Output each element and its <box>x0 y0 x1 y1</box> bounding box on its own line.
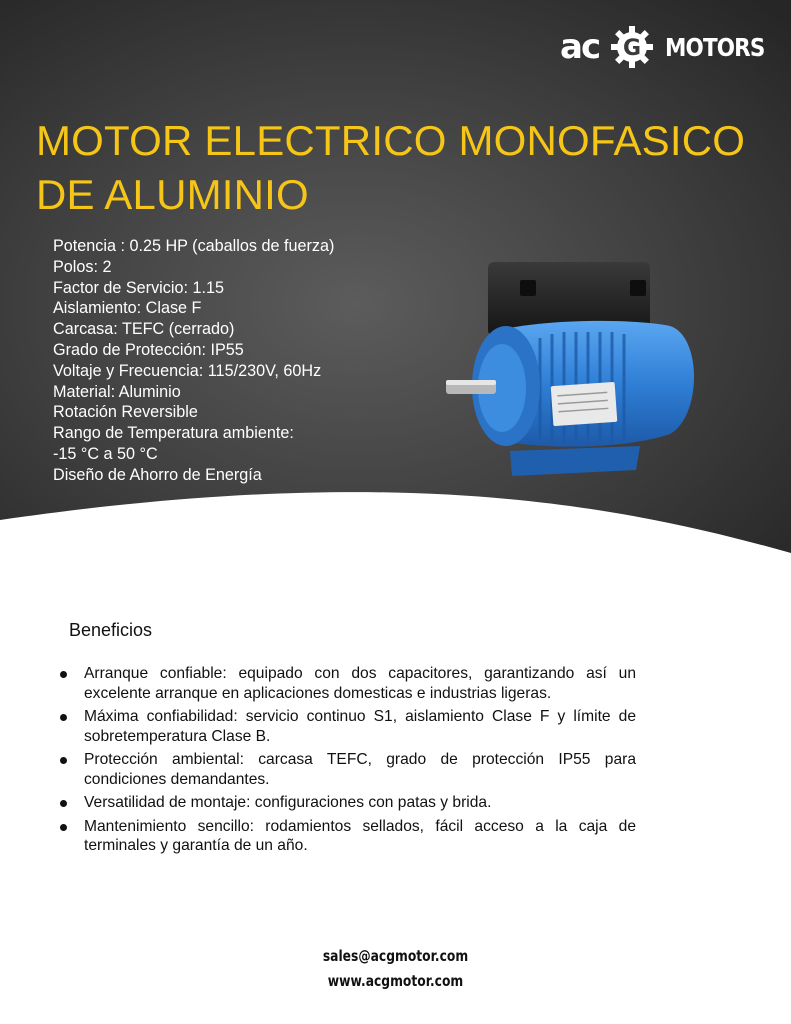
logo-motors-text: MOTORS <box>665 32 765 62</box>
spec-voltage-frequency: Voltaje y Frecuencia: 115/230V, 60Hz <box>53 361 322 380</box>
spec-power: Potencia : 0.25 HP (caballos de fuerza) <box>53 237 335 255</box>
spec-insulation: Aislamiento: Clase F <box>53 299 202 318</box>
spec-list <box>53 236 334 486</box>
page-title <box>36 114 776 222</box>
benefits-heading: Beneficios <box>69 620 153 640</box>
logo-ac-text: ac <box>560 27 600 67</box>
title-line-1: MOTOR ELECTRICO MONOFASICO <box>36 117 746 164</box>
gear-icon <box>609 24 655 70</box>
logo-g-text: G <box>623 36 642 61</box>
benefit-simple-maintenance: Mantenimiento sencillo: rodamientos sellados, fácil acceso a la caja de terminales y garantía de un año. <box>58 817 636 856</box>
spec-energy-saving: Diseño de Ahorro de Energía <box>53 465 262 484</box>
benefit-max-reliability: Máxima confiabilidad: servicio continuo S1, aislamiento Clase F y límite de sobretemperatura Clase B. <box>58 707 636 746</box>
title-line-2: DE ALUMINIO <box>36 171 309 218</box>
benefit-environmental-protection: Protección ambiental: carcasa TEFC, grado de protección IP55 para condiciones demandantes. <box>58 750 636 789</box>
spec-temperature-label: Rango de Temperatura ambiente: <box>53 424 294 443</box>
spec-material: Material: Aluminio <box>53 382 181 401</box>
spec-housing: Carcasa: TEFC (cerrado) <box>53 320 235 339</box>
benefit-mounting-versatility: Versatilidad de montaje: configuraciones con patas y brida. <box>58 793 636 813</box>
motor-image <box>440 256 702 480</box>
spec-protection: Grado de Protección: IP55 <box>53 340 244 359</box>
brand-logo <box>556 20 781 74</box>
contact-email[interactable]: sales@acgmotor.com <box>322 947 469 965</box>
spec-service-factor: Factor de Servicio: 1.15 <box>53 278 224 297</box>
benefit-reliable-start: Arranque confiable: equipado con dos capacitores, garantizando así un excelente arranque en aplicaciones domesticas e industrias ligeras. <box>58 664 636 703</box>
spec-poles: Polos: 2 <box>53 257 112 276</box>
spec-temperature-range: -15 °C a 50 °C <box>53 444 158 463</box>
contact-website[interactable]: www.acgmotor.com <box>327 972 464 990</box>
spec-rotation: Rotación Reversible <box>53 403 198 422</box>
benefits-list <box>58 664 636 860</box>
